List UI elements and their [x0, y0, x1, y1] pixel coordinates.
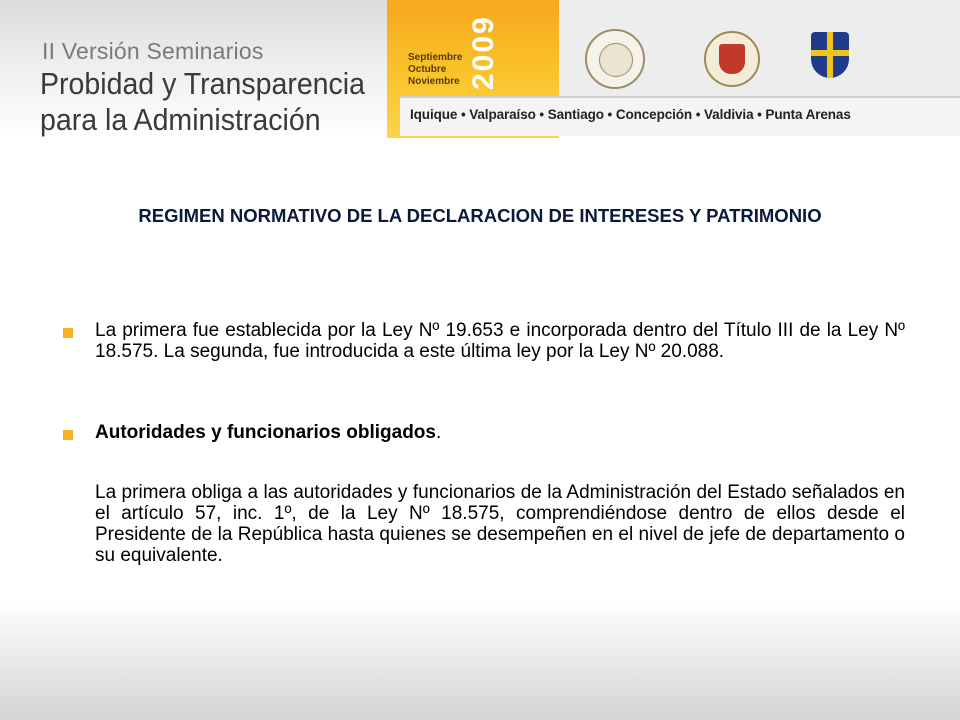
cities-list: Iquique • Valparaíso • Santiago • Concepción • Valdivia • Punta Arenas	[410, 107, 851, 122]
seminar-title	[40, 66, 365, 138]
square-bullet-icon	[63, 328, 73, 338]
footer-gradient	[0, 600, 960, 720]
bullet-text-2	[95, 422, 905, 443]
university-shield-icon	[811, 32, 849, 78]
months-list	[408, 52, 462, 88]
bullet-text-1: La primera fue establecida por la Ley Nº 19.653 e incorporada dentro del Título III de la Ley Nº 18.575. La segunda, fue introducida a este última ley por la Ley Nº 20.088.	[95, 320, 905, 362]
seminar-label: II Versión Seminarios	[42, 38, 264, 64]
header	[0, 0, 960, 138]
university-seal-icon	[704, 31, 760, 87]
seminar-title-line2: para la Administración	[40, 102, 321, 137]
bullet-2-tail: .	[435, 422, 442, 443]
square-bullet-icon	[63, 430, 73, 440]
bullet-2-heading: Autoridades y funcionarios obligados	[95, 422, 436, 443]
body-paragraph: La primera obliga a las autoridades y funcionarios de la Administración del Estado señalados en el artículo 57, inc. 1º, de la Ley Nº 18.575, comprendiéndose dentro de ellos desde el Presidente de la República hasta quienes se desempeñen en el nivel de jefe de departamento o su equivalente.	[95, 482, 905, 566]
month-november: Noviembre	[408, 76, 460, 87]
year-label: 2009	[467, 15, 500, 90]
month-september: Septiembre	[408, 52, 463, 63]
cities-bar	[400, 96, 960, 136]
slide-title: REGIMEN NORMATIVO DE LA DECLARACION DE INTERESES Y PATRIMONIO	[138, 205, 822, 226]
month-october: Octubre	[408, 64, 447, 75]
seminar-title-line1: Probidad y Transparencia	[40, 66, 366, 101]
logos-area	[559, 0, 960, 96]
contraloria-seal-icon	[585, 29, 645, 89]
